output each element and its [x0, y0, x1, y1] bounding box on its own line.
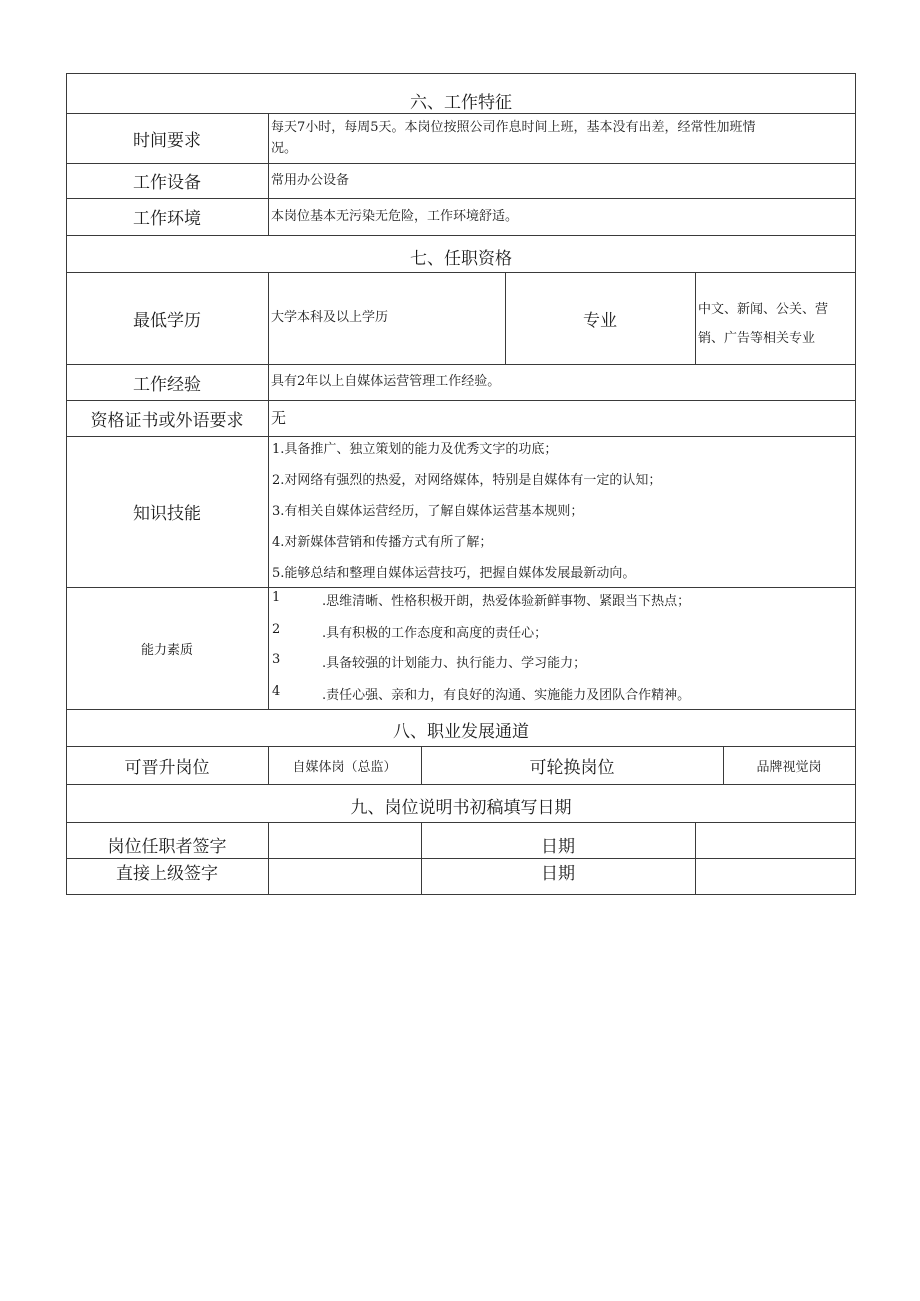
knowledge-skills-label: 知识技能 — [133, 504, 201, 524]
work-experience-value: 具有2年以上自媒体运营管理工作经验。 — [271, 374, 501, 389]
promotion-position-value: 自媒体岗（总监） — [292, 759, 397, 775]
time-requirement-value — [268, 113, 855, 163]
supervisor-date-label: 日期 — [541, 863, 575, 884]
section-6-title: 六、工作特征 — [410, 92, 512, 113]
ability-text: .具备较强的计划能力、执行能力、学习能力； — [322, 656, 587, 671]
ability-text: .思维清晰、性格积极开朗，热爱体验新鲜事物、紧跟当下热点； — [322, 594, 691, 609]
ability-number: 3 — [272, 652, 281, 667]
rotation-position-value: 品牌视觉岗 — [756, 759, 822, 775]
ability-number: 1 — [272, 590, 281, 605]
ability-text: .具有积极的工作态度和高度的责任心； — [322, 626, 548, 641]
work-equipment-value: 常用办公设备 — [271, 172, 350, 188]
work-equipment-label: 工作设备 — [133, 173, 201, 193]
major-label: 专业 — [583, 310, 617, 331]
holder-signature-field[interactable] — [268, 822, 421, 858]
work-environment-label: 工作环境 — [133, 209, 201, 229]
ability-quality-label: 能力素质 — [140, 642, 193, 658]
supervisor-signature-field[interactable] — [268, 858, 421, 894]
skill-item: 1.具备推广、独立策划的能力及优秀文字的功底； — [272, 442, 558, 457]
holder-date-field[interactable] — [695, 822, 855, 858]
time-requirement-label: 时间要求 — [133, 130, 201, 151]
holder-date-label: 日期 — [541, 836, 575, 857]
promotion-position-label: 可晋升岗位 — [124, 757, 210, 778]
skill-item: 4.对新媒体营销和传播方式有所了解； — [272, 535, 493, 550]
ability-text: .责任心强、亲和力，有良好的沟通、实施能力及团队合作精神。 — [322, 688, 691, 703]
min-education-value: 大学本科及以上学历 — [271, 310, 389, 325]
min-education-label: 最低学历 — [133, 310, 201, 331]
certificate-label: 资格证书或外语要求 — [90, 410, 244, 431]
ability-number: 2 — [272, 622, 281, 637]
skill-item: 2.对网络有强烈的热爱，对网络媒体，特别是自媒体有一定的认知； — [272, 473, 662, 488]
holder-signature-label: 岗位任职者签字 — [107, 836, 227, 857]
ability-number: 4 — [272, 684, 281, 699]
time-requirement-line-2: 况。 — [271, 141, 298, 156]
skill-item: 3.有相关自媒体运营经历，了解自媒体运营基本规则； — [272, 504, 584, 519]
skill-item: 5.能够总结和整理自媒体运营技巧，把握自媒体发展最新动向。 — [272, 566, 636, 581]
work-experience-label: 工作经验 — [133, 374, 201, 395]
section-8-title: 八、职业发展通道 — [393, 722, 529, 742]
work-environment-value: 本岗位基本无污染无危险，工作环境舒适。 — [271, 208, 519, 224]
section-7-title: 七、任职资格 — [410, 248, 512, 269]
major-line-1: 中文、新闻、公关、营 — [698, 302, 829, 317]
major-value — [695, 272, 855, 364]
section-9-title: 九、岗位说明书初稿填写日期 — [350, 797, 572, 818]
major-line-2: 销、广告等相关专业 — [698, 331, 816, 346]
rotation-position-label: 可轮换岗位 — [529, 757, 615, 778]
supervisor-date-field[interactable] — [695, 858, 855, 894]
certificate-value: 无 — [271, 409, 287, 427]
supervisor-signature-label: 直接上级签字 — [116, 863, 218, 884]
time-requirement-line-1: 每天7小时，每周5天。本岗位按照公司作息时间上班，基本没有出差，经常性加班情 — [271, 120, 756, 135]
